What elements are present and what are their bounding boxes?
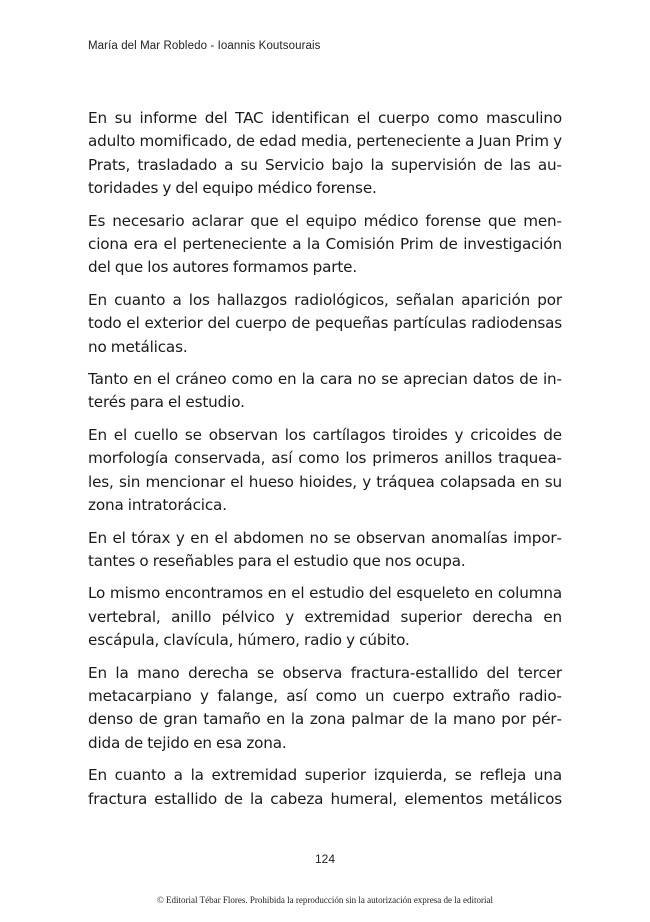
paragraph: Lo mismo encontramos en el estudio del esqueleto en columna vertebral, anillo pélvico y extremidad superior derecha en escápula, clavícula, húmero, radio y cúbito. (88, 584, 562, 650)
page-number: 124 (314, 852, 336, 866)
paragraph: En cuanto a los hallazgos radiológicos, señalan aparición por todo el exterior del cuerpo de pequeñas partículas radiodensas no metálicas. (88, 290, 562, 356)
paragraph: En el tórax y en el abdomen no se observan anomalías importantes o reseñables para el estudio que nos ocupa. (88, 528, 562, 570)
paragraph: En la mano derecha se observa fractura-estallido del tercer metacarpiano y falange, así como un cuerpo extraño radiodenso de gran tamaño en la zona palmar de la mano por pérdida de tejido en esa zona. (88, 663, 562, 752)
paragraph: En el cuello se observan los cartílagos tiroides y cricoides de morfología conservada, así como los primeros anillos traqueales, sin mencionar el hueso hioides, y tráquea colapsada en su zona intratorácica. (88, 425, 562, 515)
paragraph: Tanto en el cráneo como en la cara no se aprecian datos de interés para el estudio. (88, 370, 562, 412)
body-text (88, 107, 562, 820)
running-head: María del Mar Robledo - Ioannis Koutsourais (88, 40, 321, 52)
paragraph: En su informe del TAC identifican el cuerpo como masculino adulto momificado, de edad media, perteneciente a Juan Prim y Prats, trasladado a su Servicio bajo la supervisión de las autoridades y del equipo médico forense. (88, 109, 562, 198)
paragraph: Es necesario aclarar que el equipo médico forense que menciona era el perteneciente a la Comisión Prim de investigación del que los autores formamos parte. (88, 211, 562, 277)
paragraph: En cuanto a la extremidad superior izquierda, se refleja una fractura estallido de la cabeza humeral, elementos metálicos (88, 766, 562, 808)
copyright-notice: © Editorial Tébar Flores. Prohibida la reproducción sin la autorización expresa de la editorial (156, 895, 494, 905)
